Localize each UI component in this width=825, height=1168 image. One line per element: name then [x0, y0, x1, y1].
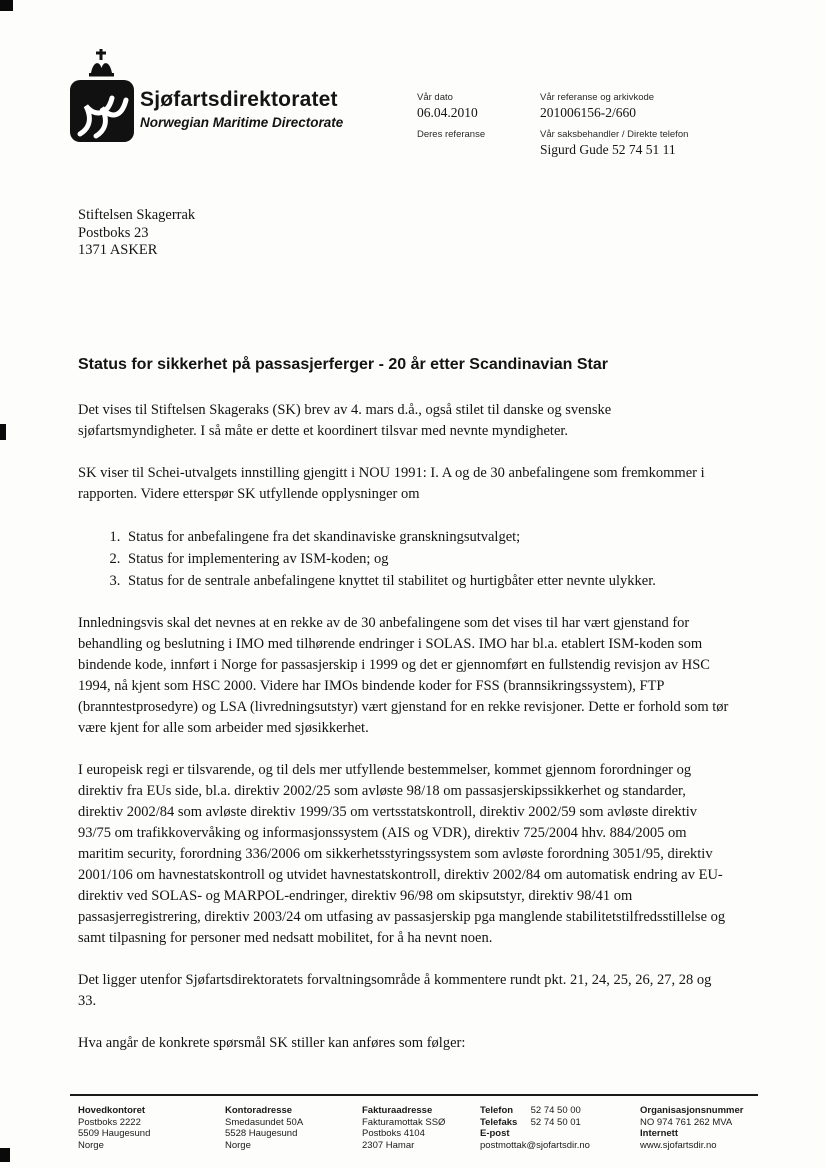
case-handler-value: Sigurd Gude 52 74 51 11	[540, 142, 676, 157]
footer-invoice-address	[362, 1105, 445, 1151]
orgnr-label: Organisasjonsnummer	[640, 1105, 744, 1116]
recipient-name: Stiftelsen Skagerrak	[78, 207, 196, 223]
scan-artifact	[0, 0, 13, 11]
maritime-directorate-logo-icon	[70, 48, 134, 144]
case-handler-label: Vår saksbehandler / Direkte telefon	[540, 129, 689, 140]
list-item: 3. Status for de sentrale anbefalingene knyttet til stabilitet og hurtigbåter etter nevnte ulykker.	[124, 570, 732, 592]
footer-column-title: Kontoradresse	[225, 1105, 293, 1116]
list-item: 2. Status for implementering av ISM-koden; og	[124, 548, 732, 570]
letter-body	[78, 356, 732, 1075]
internet-value: www.sjofartsdir.no	[640, 1139, 717, 1151]
our-reference-label: Vår referanse og arkivkode	[540, 92, 655, 103]
your-reference-label: Deres referanse	[417, 129, 486, 140]
request-list	[124, 526, 732, 592]
footer-contact	[480, 1105, 590, 1151]
meta-column-right	[540, 92, 760, 166]
paragraph: SK viser til Schei-utvalgets innstilling gjengitt i NOU 1991: I. A og de 30 anbefalingene som fremkommer i rapporten. Videre etterspør SK utfyllende opplysninger om	[78, 465, 705, 502]
internet-label: Internett	[640, 1128, 678, 1139]
letter-title: Status for sikkerhet på passasjerferger - 20 år etter Scandinavian Star	[78, 356, 609, 373]
footer-main-office	[78, 1105, 150, 1151]
org-subtitle: Norwegian Maritime Directorate	[140, 115, 344, 130]
footer-column-title: Fakturaadresse	[362, 1105, 433, 1116]
our-reference-value: 201006156-2/660	[540, 105, 636, 120]
recipient-city: 1371 ASKER	[78, 242, 158, 258]
paragraph: I europeisk regi er tilsvarende, og til dels mer utfyllende bestemmelser, kommet gjennom forordninger og direktiv fra EUs side, bl.a. direktiv 2002/25 som avløste 98/18 om passasjerskipssikkerhet og standarder, direktiv 2002/84 som avløste direktiv 1999/35 om vertsstatskontroll, direktiv 2002/59 som avløste direktiv 93/75 om trafikkovervåking og informasjonssystem (AIS og VDR), direktiv 725/2004 hhv. 884/2005 om maritim security, forordning 336/2006 om sikkerhetsstyringssystem som avløste forordning 3051/95, direktiv 2001/106 om havnestatskontroll og utvidet havnestatskontroll, direktiv 2002/84 om automatisk endring av EU-direktiv ved SOLAS- og MARPOL-endringer, direktiv 96/98 om skipsutstyr, direktiv 98/41 om passasjerregistrering, direktiv 2003/24 om utfasing av passasjerskip pga manglende stabilitetstilfredsstillelse og samt tilpasning for personer med nedsatt mobilitet, for å ha nevnt noen.	[78, 762, 726, 946]
paragraph: Innledningsvis skal det nevnes at en rekke av de 30 anbefalingene som det vises til har vært gjenstand for behandling og beslutning i IMO med tilhørende endringer i SOLAS. IMO har bl.a. etablert ISM-koden som bindende kode, innført i Norge for passasjerskip i 1999 og det er gjennomført en fullstendig revisjon av HSC 1994, nå kjent som HSC 2000. Videre har IMOs bindende koder for FSS (brannsikringssystem), FTP (branntestprosedyre) og LSA (livredningsutstyr) vært gjenstand for en rekke revisjoner. Dette er forhold som tør være kjent for alle som arbeider med sjøsikkerhet.	[78, 615, 729, 736]
orgnr-value: NO 974 761 262 MVA	[640, 1116, 733, 1128]
paragraph: Det vises til Stiftelsen Skageraks (SK) brev av 4. mars d.å., også stilet til danske og svenske sjøfartsmyndigheter. I så måte er dette et koordinert tilsvar med nevnte myndigheter.	[78, 402, 612, 439]
scan-artifact	[0, 1148, 10, 1162]
fax-label: Telefaks	[480, 1116, 518, 1128]
org-names	[140, 88, 343, 130]
footer-line: Smedasundet 50A	[225, 1116, 304, 1128]
footer-line: 5528 Haugesund	[225, 1128, 298, 1139]
footer-line: Fakturamottak SSØ	[362, 1116, 446, 1128]
org-name: Sjøfartsdirektoratet	[140, 88, 338, 111]
meta-column-left	[417, 92, 532, 142]
email-value: postmottak@sjofartsdir.no	[480, 1139, 590, 1151]
footer-fax-row	[480, 1117, 590, 1129]
phone-value: 52 74 50 00	[530, 1105, 581, 1116]
footer-line: 5509 Haugesund	[78, 1128, 151, 1139]
list-item: 1. Status for anbefalingene fra det skandinaviske granskningsutvalget;	[124, 526, 732, 548]
footer-column-title: Hovedkontoret	[78, 1105, 146, 1116]
footer-line: Postboks 2222	[78, 1116, 141, 1128]
footer-line: Norge	[78, 1139, 104, 1151]
fax-value: 52 74 50 01	[530, 1116, 581, 1128]
letter-footer	[70, 1094, 758, 1151]
date-value: 06.04.2010	[417, 105, 478, 120]
footer-line: Postboks 4104	[362, 1128, 425, 1139]
recipient-pobox: Postboks 23	[78, 224, 149, 241]
footer-office-address	[225, 1105, 303, 1151]
recipient-address	[78, 207, 195, 260]
footer-org	[640, 1105, 743, 1151]
email-label: E-post	[480, 1128, 510, 1139]
scan-artifact	[0, 424, 6, 440]
phone-label: Telefon	[480, 1105, 514, 1116]
date-label: Vår dato	[417, 92, 453, 103]
footer-phone-row	[480, 1105, 590, 1117]
paragraph: Hva angår de konkrete spørsmål SK stiller kan anføres som følger:	[78, 1035, 466, 1051]
footer-line: 2307 Hamar	[362, 1139, 415, 1151]
paragraph: Det ligger utenfor Sjøfartsdirektoratets forvaltningsområde å kommentere rundt pkt. 21, 24, 25, 26, 27, 28 og 33.	[78, 972, 712, 1009]
footer-line: Norge	[225, 1139, 251, 1151]
